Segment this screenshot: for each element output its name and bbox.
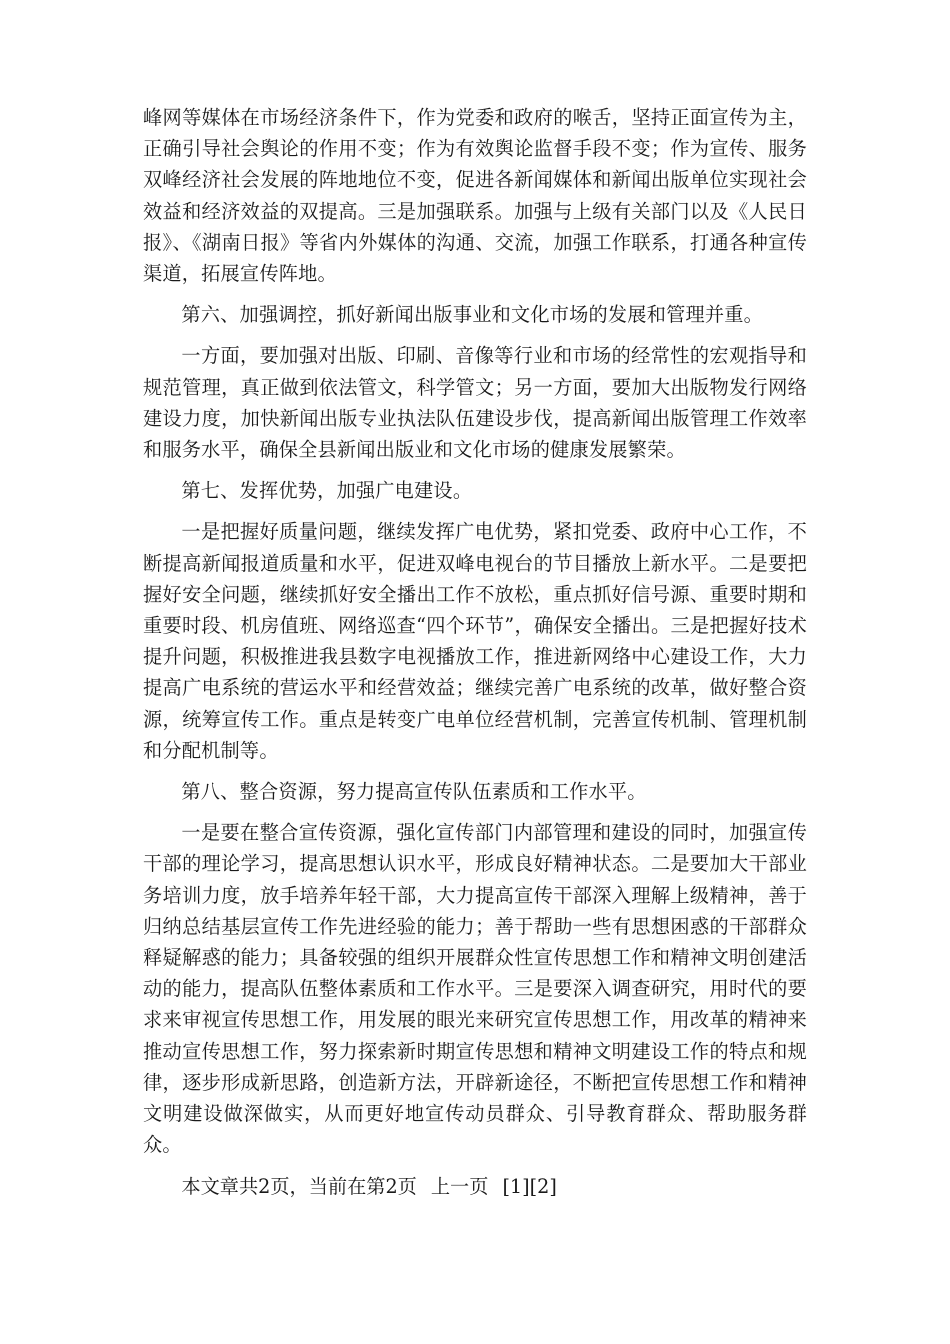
- article-body: [143, 102, 807, 1202]
- paragraph-continued: 峰网等媒体在市场经济条件下，作为党委和政府的喉舌，坚持正面宣传为主，正确引导社会舆论的作用不变；作为有效舆论监督手段不变；作为宣传、服务双峰经济社会发展的阵地地位不变，促进各新闻媒体和新闻出版单位实现社会效益和经济效益的双提高。三是加强联系。加强与上级有关部门以及《人民日报》、《湖南日报》等省内外媒体的沟通、交流，加强工作联系，打通各种宣传渠道，拓展宣传阵地。: [143, 106, 807, 286]
- paragraph-section-7: 一是把握好质量问题，继续发挥广电优势，紧扣党委、政府中心工作，不断提高新闻报道质量和水平，促进双峰电视台的节目播放上新水平。二是要把握好安全问题，继续抓好安全播出工作不放松，重点抓好信号源、重要时期和重要时段、机房值班、网络巡查“四个环节”，确保安全播出。三是把握好技术提升问题，积极推进我县数字电视播放工作，推进新网络中心建设工作，大力提高广电系统的营运水平和经营效益；继续完善广电系统的改革，做好整合资源，统筹宣传工作。重点是转变广电单位经营机制，完善宣传机制、管理机制和分配机制等。: [143, 520, 807, 762]
- paragraph-section-6: 一方面，要加强对出版、印刷、音像等行业和市场的经常性的宏观指导和规范管理，真正做到依法管文，科学管文；另一方面，要加大出版物发行网络建设力度，加快新闻出版专业执法队伍建设步伐，提高新闻出版管理工作效率和服务水平，确保全县新闻出版业和文化市场的健康发展繁荣。: [143, 344, 807, 462]
- section-heading-8: 第八、整合资源，努力提高宣传队伍素质和工作水平。: [181, 780, 647, 804]
- section-heading-7: 第七、发挥优势，加强广电建设。: [181, 479, 473, 503]
- page-2-link[interactable]: [2]: [529, 1174, 557, 1198]
- section-heading-6: 第六、加强调控，抓好新闻出版事业和文化市场的发展和管理并重。: [181, 303, 764, 327]
- pagination: [143, 1171, 807, 1202]
- prev-page-link[interactable]: 上一页: [430, 1174, 489, 1198]
- pagination-summary: 本文章共2页，当前在第2页: [181, 1174, 417, 1198]
- paragraph-section-8: 一是要在整合宣传资源，强化宣传部门内部管理和建设的同时，加强宣传干部的理论学习，提高思想认识水平，形成良好精神状态。二是要加大干部业务培训力度，放手培养年轻干部，大力提高宣传干部深入理解上级精神，善于归纳总结基层宣传工作先进经验的能力；善于帮助一些有思想困惑的干部群众释疑解惑的能力；具备较强的组织开展群众性宣传思想工作和精神文明创建活动的能力，提高队伍整体素质和工作水平。三是要深入调查研究，用时代的要求来审视宣传思想工作，用发展的眼光来研究宣传思想工作，用改革的精神来推动宣传思想工作，努力探索新时期宣传思想和精神文明建设工作的特点和规律，逐步形成新思路，创造新方法，开辟新途径，不断把宣传思想工作和精神文明建设做深做实，从而更好地宣传动员群众、引导教育群众、帮助服务群众。: [143, 821, 807, 1157]
- page-1-link[interactable]: [1]: [502, 1174, 530, 1198]
